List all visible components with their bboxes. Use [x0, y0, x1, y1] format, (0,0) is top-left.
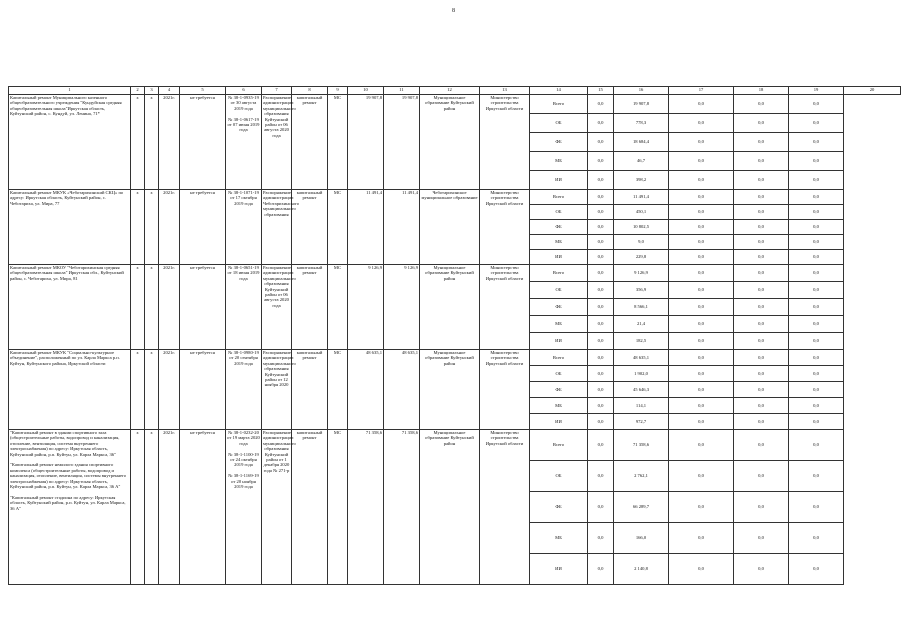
cost-12: 19 907,8: [384, 95, 420, 190]
ministry: Министерство строительства Иркутской области: [480, 95, 530, 190]
source: ИИ: [530, 333, 588, 350]
cost-12: 71 358,6: [384, 430, 420, 585]
object-name: Капитальный ремонт МКУК «Чеботарихинский СКЦ» по адресу: Иркутская область, Куйтунский район, с. Чеботариха, ул. Мира, 77: [9, 190, 131, 265]
source: МБ: [530, 398, 588, 414]
work-type: капитальный ремонт: [292, 350, 328, 430]
col-2: x: [131, 430, 145, 585]
value-18: 0,0: [669, 152, 734, 171]
value-16: 0,0: [588, 350, 614, 366]
expertise: не требуется: [180, 350, 226, 430]
source: МБ: [530, 235, 588, 250]
doc-numbers: № 38-1-0935-19 от 30 августа 2019 года № 38-1-0617-19 от 07 июня 2019 года: [226, 95, 262, 190]
value-16: 0,0: [588, 414, 614, 430]
work-type: капитальный ремонт: [292, 430, 328, 585]
column-header-5: 5: [180, 87, 226, 95]
expertise: не требуется: [180, 190, 226, 265]
column-header-4: 4: [159, 87, 180, 95]
value-18: 0,0: [669, 205, 734, 220]
value-20: 0,0: [789, 265, 844, 282]
object-name: Капитальный ремонт МКОУ "Чеботарихинская средняя общеобразовательная школа" Иркутская обл., Куйтунский район, с. Чеботариха, ул. Мира, 81: [9, 265, 131, 350]
value-18: 0,0: [669, 220, 734, 235]
source: Всего: [530, 190, 588, 205]
value-17: 21,4: [614, 316, 669, 333]
source: ОБ: [530, 205, 588, 220]
cost-11: 48 635,1: [348, 350, 384, 430]
cost-11: 19 907,8: [348, 95, 384, 190]
value-19: 0,0: [734, 316, 789, 333]
value-18: 0,0: [669, 333, 734, 350]
table-row: [9, 430, 901, 461]
column-header-20: 20: [844, 87, 901, 95]
value-16: 0,0: [588, 492, 614, 523]
column-header-7: 7: [262, 87, 292, 95]
source: ИИ: [530, 171, 588, 190]
value-17: 398,2: [614, 171, 669, 190]
cost-11: 9 126,9: [348, 265, 384, 350]
source: ИИ: [530, 554, 588, 585]
source: МБ: [530, 523, 588, 554]
work-type: капитальный ремонт: [292, 95, 328, 190]
source: МБ: [530, 152, 588, 171]
value-19: 0,0: [734, 382, 789, 398]
value-18: 0,0: [669, 299, 734, 316]
value-19: 0,0: [734, 152, 789, 171]
value-17: 2 762,1: [614, 461, 669, 492]
value-18: 0,0: [669, 133, 734, 152]
value-16: 0,0: [588, 235, 614, 250]
cost-12: 9 126,9: [384, 265, 420, 350]
source: Всего: [530, 95, 588, 114]
ministry: Министерство строительства Иркутской области: [480, 190, 530, 265]
col-3: x: [145, 95, 159, 190]
value-19: 0,0: [734, 171, 789, 190]
value-19: 0,0: [734, 366, 789, 382]
table-row: [9, 95, 901, 114]
source: ОБ: [530, 282, 588, 299]
decree: Распоряжение администрации муниципального образования Куйтунский район от 1 декабря 2020 года № 271-р: [262, 430, 292, 585]
cost-11: 71 358,6: [348, 430, 384, 585]
object-name: "Капитальный ремонт в здании спортивного зала (общестроительные работы, водопровод и канализация, отопление, вентиляция, система внутреннего электроснабжения) по адресу: Иркутская область, Куйтунский район, р.п. Куйтун, ул. Карла Маркса, 36" "Капитальный ремонт нежилого здания спортивного комплекса (общестроительные работы, водопровод и канализация, отопление, вентиляция, системы внутреннего электроснабжения) по адресу: Иркутская область, Куйтунский район, р.п. Куйтун, ул. Карла Маркса, 36 А" "Капитальный ремонт стадиона по адресу: Иркутская область, Куйтунский район, р.п. Куйтун, ул. Карла Маркса, 36 А": [9, 430, 131, 585]
value-18: 0,0: [669, 316, 734, 333]
value-18: 0,0: [669, 282, 734, 299]
value-17: 114,1: [614, 398, 669, 414]
column-header-12: 12: [420, 87, 480, 95]
owner: МС: [328, 430, 348, 585]
decree: Распоряжение администрации муниципального образования Куйтунский район от 06 августа 2020 года: [262, 265, 292, 350]
value-17: 46,7: [614, 152, 669, 171]
value-20: 0,0: [789, 190, 844, 205]
customer: Муниципальное образование Куйтунский район: [420, 265, 480, 350]
source: ФБ: [530, 133, 588, 152]
value-19: 0,0: [734, 333, 789, 350]
value-19: 0,0: [734, 492, 789, 523]
value-16: 0,0: [588, 366, 614, 382]
decree: Распоряжение администрации Чеботарихинского муниципального образования: [262, 190, 292, 265]
value-17: 972,7: [614, 414, 669, 430]
column-header-15: 15: [588, 87, 614, 95]
value-17: 9,0: [614, 235, 669, 250]
customer: Чеботарихинское муниципальное образование: [420, 190, 480, 265]
value-19: 0,0: [734, 95, 789, 114]
source: ОБ: [530, 366, 588, 382]
column-header-9: 9: [328, 87, 348, 95]
value-19: 0,0: [734, 299, 789, 316]
value-19: 0,0: [734, 265, 789, 282]
doc-numbers: № 38-1-0980-19 от 20 сентября 2019 года: [226, 350, 262, 430]
object-name: Капитальный ремонт МКУК "Социально-культурное объединение", расположенный по ул. Карла Маркса р.п. Куйтун, Куйтунского района, Иркутской области: [9, 350, 131, 430]
doc-numbers: № 38-1-0651-19 от 18 июня 2019 года: [226, 265, 262, 350]
value-18: 0,0: [669, 235, 734, 250]
value-16: 0,0: [588, 205, 614, 220]
value-17: 71 358,6: [614, 430, 669, 461]
value-16: 0,0: [588, 265, 614, 282]
value-16: 0,0: [588, 398, 614, 414]
value-17: 19 907,8: [614, 95, 669, 114]
year: 2021г.: [159, 95, 180, 190]
value-18: 0,0: [669, 554, 734, 585]
column-header-17: 17: [669, 87, 734, 95]
column-header-13: 13: [480, 87, 530, 95]
value-19: 0,0: [734, 282, 789, 299]
value-19: 0,0: [734, 235, 789, 250]
value-20: 0,0: [789, 461, 844, 492]
value-17: 166,0: [614, 523, 669, 554]
expertise: не требуется: [180, 265, 226, 350]
col-2: x: [131, 190, 145, 265]
value-16: 0,0: [588, 250, 614, 265]
value-16: 0,0: [588, 430, 614, 461]
page-number: 8: [452, 8, 455, 14]
value-18: 0,0: [669, 95, 734, 114]
value-19: 0,0: [734, 220, 789, 235]
col-3: x: [145, 265, 159, 350]
expertise: не требуется: [180, 430, 226, 585]
column-header-1: 1: [9, 87, 131, 95]
value-16: 0,0: [588, 382, 614, 398]
source: ФБ: [530, 220, 588, 235]
column-header-2: 2: [131, 87, 145, 95]
source: ФБ: [530, 382, 588, 398]
value-20: 0,0: [789, 523, 844, 554]
col-3: x: [145, 350, 159, 430]
value-16: 0,0: [588, 461, 614, 492]
cost-12: 48 635,1: [384, 350, 420, 430]
value-18: 0,0: [669, 523, 734, 554]
header-row: [9, 87, 901, 95]
decree: Распоряжение администрации муниципального образования Куйтунский район от 06 августа 2020 года: [262, 95, 292, 190]
owner: МС: [328, 190, 348, 265]
customer: Муниципальное образование Куйтунский район: [420, 95, 480, 190]
value-17: 182,5: [614, 333, 669, 350]
value-20: 0,0: [789, 133, 844, 152]
value-20: 0,0: [789, 220, 844, 235]
value-16: 0,0: [588, 190, 614, 205]
work-type: капитальный ремонт: [292, 265, 328, 350]
value-17: 9 126,9: [614, 265, 669, 282]
col-3: x: [145, 430, 159, 585]
col-2: x: [131, 350, 145, 430]
value-19: 0,0: [734, 133, 789, 152]
column-header-11: 11: [384, 87, 420, 95]
column-header-10: 10: [348, 87, 384, 95]
col-3: x: [145, 190, 159, 265]
value-19: 0,0: [734, 461, 789, 492]
value-18: 0,0: [669, 492, 734, 523]
value-16: 0,0: [588, 316, 614, 333]
value-20: 0,0: [789, 398, 844, 414]
value-17: 1 902,0: [614, 366, 669, 382]
column-header-8: 8: [292, 87, 328, 95]
customer: Муниципальное образование Куйтунский район: [420, 430, 480, 585]
value-20: 0,0: [789, 414, 844, 430]
col-2: x: [131, 95, 145, 190]
value-18: 0,0: [669, 382, 734, 398]
value-19: 0,0: [734, 190, 789, 205]
column-header-3: 3: [145, 87, 159, 95]
decree: Распоряжение администрации муниципального образования Куйтунский район от 12 ноября 2020: [262, 350, 292, 430]
source: ОБ: [530, 461, 588, 492]
customer: Муниципальное образование Куйтунский район: [420, 350, 480, 430]
value-20: 0,0: [789, 333, 844, 350]
column-header-6: 6: [226, 87, 262, 95]
value-20: 0,0: [789, 382, 844, 398]
year: 2021г.: [159, 190, 180, 265]
doc-numbers: № 38-1-0232-20 от 19 марта 2020 года № 38-1-1100-19 от 24 октября 2019 года № 38-1-1169-19 от 20 ноября 2019 года: [226, 430, 262, 585]
object-name: Капитальный ремонт Муниципального казенного общеобразовательного учреждения "Кундуйская средняя общеобразовательная школа"Иркутская область, Куйтунский район, с. Кундуй, ул. Ленина, 71*: [9, 95, 131, 190]
doc-numbers: № 38-1-1071-19 от 17 октября 2019 года: [226, 190, 262, 265]
owner: МС: [328, 265, 348, 350]
value-20: 0,0: [789, 554, 844, 585]
value-20: 0,0: [789, 350, 844, 366]
column-header-19: 19: [789, 87, 844, 95]
value-19: 0,0: [734, 350, 789, 366]
value-17: 66 289,7: [614, 492, 669, 523]
value-20: 0,0: [789, 250, 844, 265]
value-17: 450,1: [614, 205, 669, 220]
value-16: 0,0: [588, 554, 614, 585]
source: ФБ: [530, 299, 588, 316]
value-17: 11 491,4: [614, 190, 669, 205]
source: Всего: [530, 430, 588, 461]
value-17: 10 802,5: [614, 220, 669, 235]
ministry: Министерство строительства Иркутской области: [480, 430, 530, 585]
value-20: 0,0: [789, 205, 844, 220]
value-20: 0,0: [789, 171, 844, 190]
value-18: 0,0: [669, 190, 734, 205]
value-19: 0,0: [734, 250, 789, 265]
value-17: 778,3: [614, 114, 669, 133]
value-16: 0,0: [588, 133, 614, 152]
table-row: [9, 350, 901, 366]
value-16: 0,0: [588, 114, 614, 133]
column-header-16: 16: [614, 87, 669, 95]
value-16: 0,0: [588, 282, 614, 299]
value-19: 0,0: [734, 114, 789, 133]
value-20: 0,0: [789, 282, 844, 299]
value-20: 0,0: [789, 235, 844, 250]
table-row: [9, 190, 901, 205]
value-18: 0,0: [669, 461, 734, 492]
year: 2021г.: [159, 265, 180, 350]
value-16: 0,0: [588, 95, 614, 114]
table-row: [9, 265, 901, 282]
col-2: x: [131, 265, 145, 350]
source: ИИ: [530, 414, 588, 430]
column-header-14: 14: [530, 87, 588, 95]
value-18: 0,0: [669, 171, 734, 190]
value-18: 0,0: [669, 250, 734, 265]
year: 2021г.: [159, 430, 180, 585]
value-17: 8 566,1: [614, 299, 669, 316]
value-18: 0,0: [669, 350, 734, 366]
value-19: 0,0: [734, 554, 789, 585]
value-18: 0,0: [669, 265, 734, 282]
source: МБ: [530, 316, 588, 333]
value-19: 0,0: [734, 398, 789, 414]
expertise: не требуется: [180, 95, 226, 190]
value-17: 18 684,4: [614, 133, 669, 152]
source: ФБ: [530, 492, 588, 523]
value-16: 0,0: [588, 220, 614, 235]
value-17: 45 646,3: [614, 382, 669, 398]
owner: МС: [328, 95, 348, 190]
owner: МС: [328, 350, 348, 430]
cost-12: 11 491,4: [384, 190, 420, 265]
value-20: 0,0: [789, 299, 844, 316]
value-17: 356,9: [614, 282, 669, 299]
value-19: 0,0: [734, 414, 789, 430]
value-17: 2 140,8: [614, 554, 669, 585]
value-18: 0,0: [669, 398, 734, 414]
value-18: 0,0: [669, 366, 734, 382]
value-18: 0,0: [669, 114, 734, 133]
value-17: 48 635,1: [614, 350, 669, 366]
value-20: 0,0: [789, 114, 844, 133]
value-20: 0,0: [789, 492, 844, 523]
value-16: 0,0: [588, 171, 614, 190]
column-header-18: 18: [734, 87, 789, 95]
value-17: 229,8: [614, 250, 669, 265]
cost-11: 11 491,4: [348, 190, 384, 265]
value-19: 0,0: [734, 205, 789, 220]
value-20: 0,0: [789, 316, 844, 333]
ministry: Министерство строительства Иркутской области: [480, 350, 530, 430]
value-16: 0,0: [588, 333, 614, 350]
value-18: 0,0: [669, 430, 734, 461]
value-20: 0,0: [789, 152, 844, 171]
ministry: Министерство строительства Иркутской области: [480, 265, 530, 350]
source: Всего: [530, 350, 588, 366]
source: Всего: [530, 265, 588, 282]
value-19: 0,0: [734, 523, 789, 554]
value-16: 0,0: [588, 152, 614, 171]
investment-table: [8, 86, 901, 585]
value-20: 0,0: [789, 430, 844, 461]
value-20: 0,0: [789, 366, 844, 382]
value-20: 0,0: [789, 95, 844, 114]
value-16: 0,0: [588, 523, 614, 554]
value-16: 0,0: [588, 299, 614, 316]
work-type: капитальный ремонт: [292, 190, 328, 265]
year: 2021г.: [159, 350, 180, 430]
source: ИИ: [530, 250, 588, 265]
value-19: 0,0: [734, 430, 789, 461]
value-18: 0,0: [669, 414, 734, 430]
source: ОБ: [530, 114, 588, 133]
